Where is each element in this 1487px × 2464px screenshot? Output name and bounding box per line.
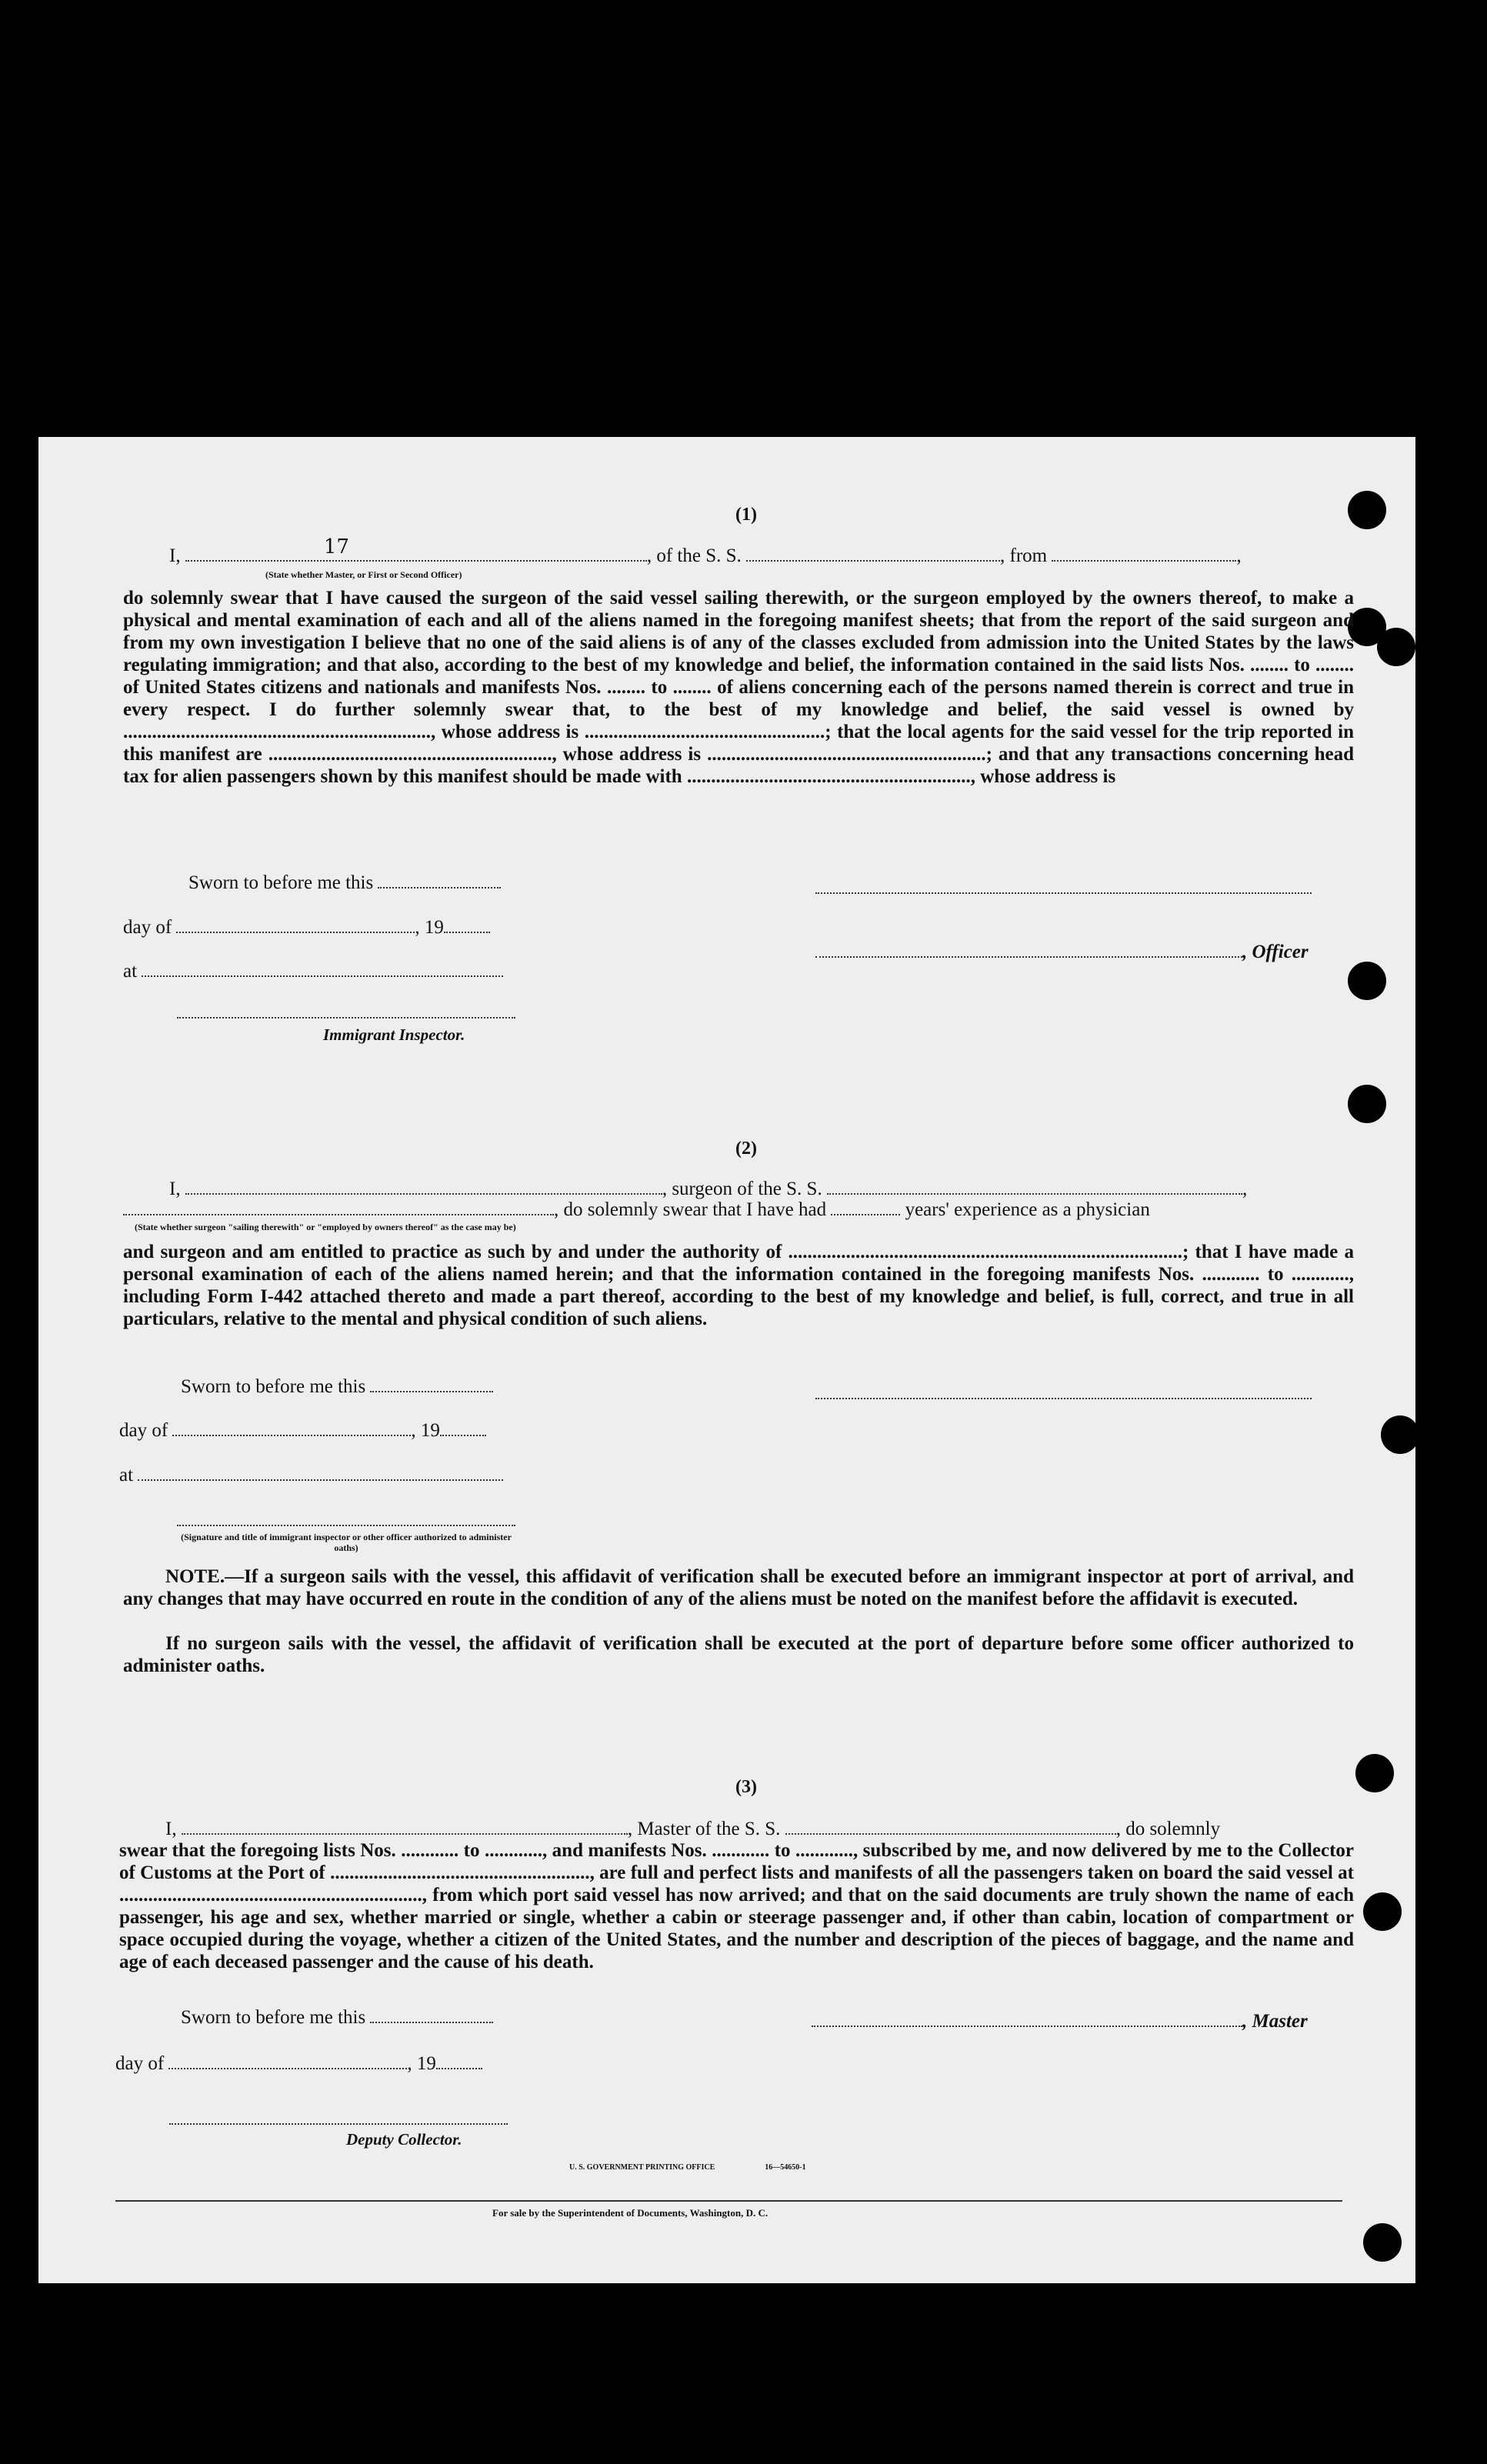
punch-hole xyxy=(1355,1754,1394,1792)
punch-hole xyxy=(1348,1085,1386,1123)
officer-label: , Officer xyxy=(1242,942,1309,962)
note-paragraph xyxy=(123,1565,1354,1610)
year-field[interactable] xyxy=(436,2054,482,2069)
section-1-day xyxy=(123,916,490,939)
surgeon-signature-line[interactable] xyxy=(815,1396,1312,1399)
punch-hole xyxy=(1363,1892,1402,1931)
year-label: , 19 xyxy=(407,2053,436,2074)
label-i: I, xyxy=(169,1179,181,1199)
year-field[interactable] xyxy=(444,918,490,933)
punch-hole xyxy=(1348,962,1386,1000)
section-1-officer-sig xyxy=(815,941,1309,964)
section-3-sworn xyxy=(181,2006,493,2029)
label-i: I, xyxy=(165,1819,177,1839)
master-of-ss-label: , Master of the S. S. xyxy=(627,1819,781,1839)
section-2-body: and surgeon and am entitled to practice as such by and under the authority of ..................................................................................; that I have made a personal examination of each of the aliens named herein; and that the information contained in the foregoing manifests Nos. ............ to ............, including Form I-442 attached thereto and made a part thereof, according to the best of my knowledge and belief, is full, correct, and true in all particulars, relative to the mental and physical condition of such aliens. xyxy=(123,1242,1354,1329)
label-from: , from xyxy=(1000,545,1048,566)
signature-title-hint: (Signature and title of immigrant inspector or other officer authorized to administer oaths) xyxy=(181,1532,512,1553)
immigrant-inspector-label xyxy=(323,1023,465,1046)
inspector-signature-line[interactable] xyxy=(177,1015,515,1019)
label-of-ss: , of the S. S. xyxy=(646,545,742,566)
deputy-collector-label xyxy=(346,2128,462,2151)
printing-office: U. S. GOVERNMENT PRINTING OFFICE xyxy=(569,2163,715,2172)
punch-hole xyxy=(1381,1415,1419,1454)
sworn-label: Sworn to before me this xyxy=(181,1376,366,1397)
section-3-day xyxy=(115,2052,482,2076)
punch-hole xyxy=(1363,2223,1402,2262)
day-of-label: day of xyxy=(119,1420,168,1441)
year-label: , 19 xyxy=(415,917,444,938)
section-2-sworn xyxy=(181,1375,493,1399)
section-3-heading: (3) xyxy=(735,1777,757,1797)
sworn-label: Sworn to before me this xyxy=(181,2007,366,2028)
at-place-field[interactable] xyxy=(138,1465,503,1481)
section-2-experience-line xyxy=(123,1199,1150,1222)
at-label: at xyxy=(123,961,138,982)
surgeon-type-hint: (State whether surgeon "sailing therewith" or "employed by owners thereof" as the case may be) xyxy=(135,1222,516,1232)
sworn-date-field[interactable] xyxy=(378,873,501,889)
form-number: 16—54650-1 xyxy=(765,2163,806,2172)
section-2-day xyxy=(119,1419,486,1442)
year-field[interactable] xyxy=(440,1421,486,1436)
note-2-text: If no surgeon sails with the vessel, the affidavit of verification shall be executed at the port of departure before some officer authorized to administer oaths. xyxy=(123,1633,1354,1676)
sworn-label: Sworn to before me this xyxy=(188,872,374,893)
printing-office-line xyxy=(569,2162,806,2173)
from-port-field[interactable] xyxy=(1052,546,1236,562)
surgeon-of-ss-label: , surgeon of the S. S. xyxy=(662,1179,822,1199)
master-label: , Master xyxy=(1242,2011,1308,2032)
punch-hole xyxy=(1348,491,1386,529)
section-3-body: swear that the foregoing lists Nos. ............ to ............, and manifests Nos. ............ to ............, subscribed by me, and now delivered by me to the Collector of Customs at the Port of ......................................................, are full and perfect lists and manifests of all the passengers taken on board the said vessel at ..............................................................., from which port said vessel has now arrived; and that on the said documents are truly shown the name of each passenger, his age and sex, whether married or single, whether a cabin or steerage passenger and, if other than cabin, location of compartment or space occupied during the voyage, whether a citizen of the United States, and the number and description of the pieces of baggage, and the name and age of each deceased passenger and the cause of his death. xyxy=(119,1840,1354,1972)
section-1-at xyxy=(123,960,503,983)
section-3-master-line xyxy=(165,1818,1220,1841)
inspector-title: Immigrant Inspector. xyxy=(323,1025,465,1044)
note-text: NOTE.—If a surgeon sails with the vessel, this affidavit of verification shall be executed before an immigrant inspector at port of arrival, and any changes that may have occurred en route in the condition of any of the aliens must be noted on the manifest before the affidavit is executed. xyxy=(123,1566,1354,1609)
vessel-name-field[interactable] xyxy=(746,546,1000,562)
form-sheet xyxy=(38,437,1415,2283)
day-of-label: day of xyxy=(123,917,172,938)
day-month-field[interactable] xyxy=(176,918,415,933)
sworn-date-field[interactable] xyxy=(370,2008,493,2023)
inspector-signature-line[interactable] xyxy=(177,1523,515,1526)
note-paragraph-2 xyxy=(123,1632,1354,1677)
sworn-date-field[interactable] xyxy=(370,1377,493,1392)
label-i: I, xyxy=(169,545,181,566)
sale-notice: For sale by the Superintendent of Documents, Washington, D. C. xyxy=(492,2207,769,2219)
day-of-label: day of xyxy=(115,2053,165,2074)
master-signature-field[interactable] xyxy=(812,2012,1242,2027)
section-3-master-sig xyxy=(812,2010,1308,2033)
punch-hole xyxy=(1377,628,1415,666)
section-2-at xyxy=(119,1464,503,1487)
day-month-field[interactable] xyxy=(168,2054,407,2069)
officer-signature-field[interactable] xyxy=(815,942,1242,958)
officer-rank-value: 17 xyxy=(323,535,349,558)
year-label: , 19 xyxy=(411,1420,440,1441)
officer-rank-hint: (State whether Master, or First or Second Officer) xyxy=(265,569,462,580)
day-month-field[interactable] xyxy=(172,1421,411,1436)
footer-rule xyxy=(115,2200,1342,2202)
at-label: at xyxy=(119,1465,134,1485)
vessel-name-field[interactable] xyxy=(785,1819,1116,1835)
at-place-field[interactable] xyxy=(142,962,503,977)
section-2-heading: (2) xyxy=(735,1139,757,1159)
section-1-officer-line: I, 17 , of the S. S. , from , xyxy=(169,535,1242,566)
officer-rank-field[interactable] xyxy=(185,535,647,562)
surgeon-name-field[interactable] xyxy=(185,1179,662,1195)
section-2-surgeon-line: I, , surgeon of the S. S. , xyxy=(169,1179,1248,1199)
section-1-body: do solemnly swear that I have caused the surgeon of the said vessel sailing therewith, or the surgeon employed by the owners thereof, to make a physical and mental examination of each and all of the aliens named in the foregoing manifest sheets; that from the report of the said surgeon and from my own investigation I believe that no one of the said aliens is of any of the classes excluded from admission into the United States by the laws regulating immigration; and that also, according to the best of my knowledge and belief, the information contained in the said lists Nos. ........ to ........ of United States citizens and nationals and manifests Nos. ........ to ........ of aliens concerning each of the persons named therein is correct and true in every respect. I do further solemnly swear that, to the best of my knowledge and belief, the said vessel is owned by ................................................................, whose address is ..................................................; that the local agents for the said vessel for the trip reported in this manifest are ..........................................................., whose address is ..........................................................; and that any transactions concerning head tax for alien passengers shown by this manifest should be made with ..........................................................., whose address is xyxy=(123,588,1354,787)
section-1-sworn xyxy=(188,872,501,895)
surgeon-type-field[interactable] xyxy=(123,1200,554,1215)
swear-label: , do solemnly swear that I have had xyxy=(554,1199,827,1220)
years-field[interactable] xyxy=(831,1200,900,1215)
signature-line[interactable] xyxy=(815,891,1312,894)
master-name-field[interactable] xyxy=(182,1819,628,1835)
section-1-heading: (1) xyxy=(735,505,757,525)
collector-title: Deputy Collector. xyxy=(346,2130,462,2149)
vessel-name-field[interactable] xyxy=(827,1179,1242,1195)
do-solemnly-label: , do solemnly xyxy=(1115,1819,1221,1839)
years-label: years' experience as a physician xyxy=(905,1199,1150,1220)
collector-signature-line[interactable] xyxy=(169,2122,508,2125)
